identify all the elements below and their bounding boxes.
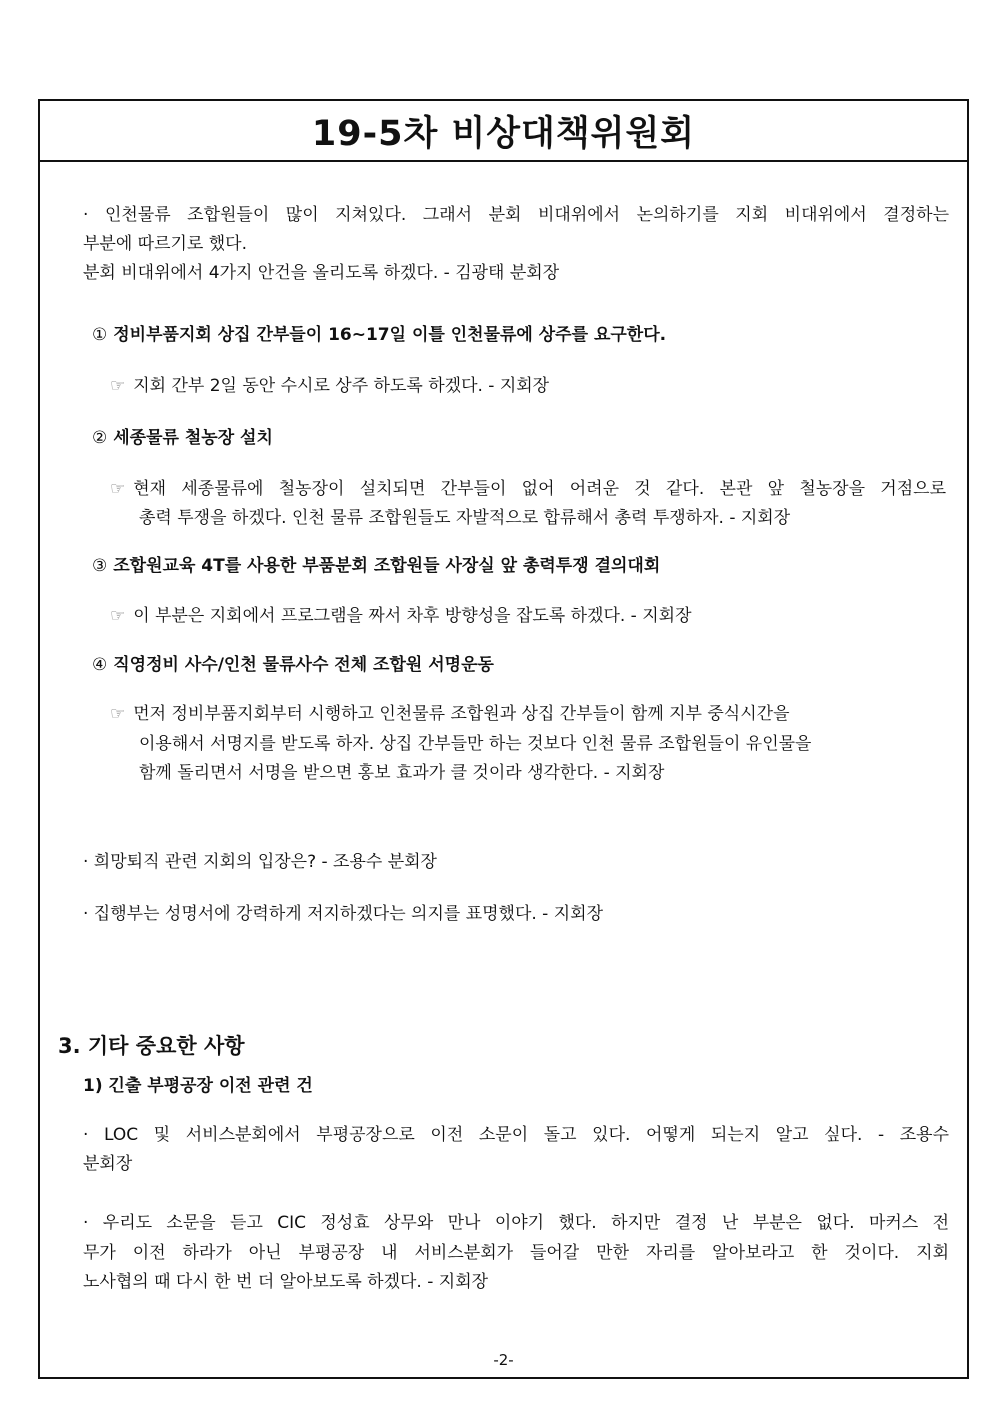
section-3-paragraph-2: · 우리도 소문을 듣고 CIC 정성효 상무와 만나 이야기 했다. 하지만 결정 난 부분은 없다. 마커스 전 (83, 1213, 949, 1233)
pointing-hand-icon: ☞ (110, 606, 126, 626)
pointing-hand-icon: ☞ (110, 479, 126, 499)
agenda-item-4-reply: ☞ 먼저 정비부품지회부터 시행하고 인천물류 조합원과 상집 간부들이 함께 지부 중식시간을 (110, 704, 790, 724)
intro-line: · 인천물류 조합원들이 많이 지쳐있다. 그래서 분회 비대위에서 논의하기를 지회 비대위에서 결정하는 (83, 205, 949, 225)
item-number: ④ (92, 655, 108, 675)
item-number: ② (92, 428, 108, 448)
agenda-item-3-reply: ☞ 이 부분은 지회에서 프로그램을 짜서 차후 방향성을 잡도록 하겠다. - 지회장 (110, 606, 692, 626)
intro-line: 부분에 따르기로 했다. (83, 234, 248, 254)
pointing-hand-icon: ☞ (110, 704, 126, 724)
page-number: -2- (493, 1351, 514, 1369)
agenda-item-2-heading: ② 세종물류 철농장 설치 (92, 428, 273, 448)
document-frame (38, 99, 969, 1379)
qa-line: · 희망퇴직 관련 지회의 입장은? - 조용수 분회장 (83, 852, 437, 872)
page-title: 19-5차 비상대책위원회 (311, 113, 696, 154)
agenda-item-4-heading: ④ 직영정비 사수/인천 물류사수 전체 조합원 서명운동 (92, 655, 494, 675)
section-3-title: 3. 기타 중요한 사항 (58, 1034, 245, 1058)
agenda-item-4-reply-cont: 이용해서 서명지를 받도록 하자. 상집 간부들만 하는 것보다 인천 물류 조합원들이 유인물을 (139, 734, 812, 754)
title-bar (40, 101, 967, 162)
intro-line: 분회 비대위에서 4가지 안건을 올리도록 하겠다. - 김광태 분회장 (83, 263, 560, 283)
agenda-item-1-reply: ☞ 지회 간부 2일 동안 수시로 상주 하도록 하겠다. - 지회장 (110, 376, 550, 396)
section-3-paragraph-2: 무가 이전 하라가 아닌 부평공장 내 서비스분회가 들어갈 만한 자리를 알아보라고 한 것이다. 지회 (83, 1243, 949, 1263)
section-3-subtitle: 1) 긴출 부평공장 이전 관련 건 (83, 1076, 313, 1096)
item-number: ③ (92, 556, 108, 576)
item-number: ① (92, 325, 108, 345)
agenda-item-2-reply: ☞ 현재 세종물류에 철농장이 설치되면 간부들이 없어 어려운 것 같다. 본관 앞 철농장을 거점으로 (110, 479, 946, 499)
agenda-item-1-heading: ① 정비부품지회 상집 간부들이 16~17일 이틀 인천물류에 상주를 요구한다. (92, 325, 667, 345)
section-3-paragraph-2: 노사협의 때 다시 한 번 더 알아보도록 하겠다. - 지회장 (83, 1272, 489, 1292)
pointing-hand-icon: ☞ (110, 376, 126, 396)
section-3-paragraph-1: 분회장 (83, 1154, 133, 1174)
agenda-item-2-reply-cont: 총력 투쟁을 하겠다. 인천 물류 조합원들도 자발적으로 합류해서 총력 투쟁하자. - 지회장 (139, 508, 791, 528)
qa-line: · 집행부는 성명서에 강력하게 저지하겠다는 의지를 표명했다. - 지회장 (83, 904, 603, 924)
section-3-paragraph-1: · LOC 및 서비스분회에서 부평공장으로 이전 소문이 돌고 있다. 어떻게 되는지 알고 싶다. - 조용수 (83, 1125, 949, 1145)
agenda-item-3-heading: ③ 조합원교육 4T를 사용한 부품분회 조합원들 사장실 앞 총력투쟁 결의대회 (92, 556, 661, 576)
agenda-item-4-reply-cont: 함께 돌리면서 서명을 받으면 홍보 효과가 클 것이라 생각한다. - 지회장 (139, 763, 665, 783)
